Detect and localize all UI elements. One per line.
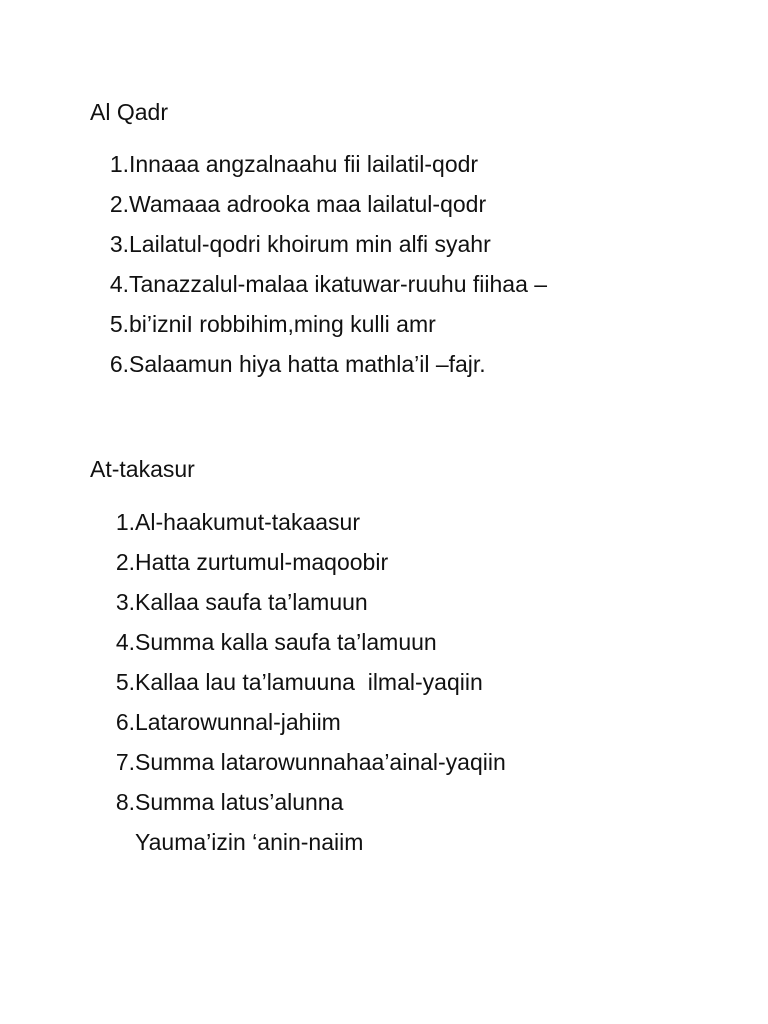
verse-text: Kallaa saufa ta’lamuun: [135, 589, 368, 615]
verse-text: Latarowunnal-jahiim: [135, 709, 341, 735]
verse-number: 6.: [115, 709, 135, 735]
verse-number: 6.: [109, 351, 129, 377]
verse-list-at-takasur: [104, 502, 506, 822]
verse-number: 2.: [109, 191, 129, 217]
verse-text: Salaamun hiya hatta mathla’il –fajr.: [129, 351, 486, 377]
verse-number: 1.: [109, 151, 129, 177]
verse-number: 5.: [115, 669, 135, 695]
verse-item: [104, 344, 547, 384]
verse-item: [104, 264, 547, 304]
verse-continuation: Yauma’izin ‘anin-naiim: [135, 829, 364, 855]
verse-item: [104, 742, 506, 782]
verse-number: 1.: [115, 509, 135, 535]
verse-item: [104, 224, 547, 264]
verse-number: 7.: [115, 749, 135, 775]
verse-text: Hatta zurtumul-maqoobir: [135, 549, 389, 575]
verse-number: 3.: [115, 589, 135, 615]
verse-text: bi’izniI robbihim,ming kulli amr: [129, 311, 436, 337]
verse-text: Tanazzalul-malaa ikatuwar-ruuhu fiihaa –: [129, 271, 548, 297]
verse-text: Innaaa angzalnaahu fii lailatil-qodr: [129, 151, 479, 177]
verse-item: [104, 144, 547, 184]
section-title-al-qadr: Al Qadr: [90, 99, 168, 125]
verse-item: [104, 702, 506, 742]
verse-number: 5.: [109, 311, 129, 337]
verse-item: [104, 782, 506, 822]
verse-item: [104, 502, 506, 542]
verse-list-al-qadr: [104, 144, 547, 384]
verse-text: Summa kalla saufa ta’lamuun: [135, 629, 437, 655]
verse-number: 8.: [115, 789, 135, 815]
verse-item: [104, 662, 506, 702]
verse-item: [104, 622, 506, 662]
verse-number: 3.: [109, 231, 129, 257]
verse-item: [104, 184, 547, 224]
verse-number: 4.: [109, 271, 129, 297]
verse-text: Summa latarowunnahaa’ainal-yaqiin: [135, 749, 506, 775]
verse-number: 4.: [115, 629, 135, 655]
section-title-at-takasur: At-takasur: [90, 456, 195, 482]
verse-text: Summa latus’alunna: [135, 789, 344, 815]
verse-item: [104, 304, 547, 344]
verse-text: Lailatul-qodri khoirum min alfi syahr: [129, 231, 491, 257]
verse-item: [104, 542, 506, 582]
verse-text: Al-haakumut-takaasur: [135, 509, 360, 535]
verse-item: [104, 582, 506, 622]
verse-text: Wamaaa adrooka maa lailatul-qodr: [129, 191, 487, 217]
verse-text: Kallaa lau ta’lamuuna ilmal-yaqiin: [135, 669, 483, 695]
verse-number: 2.: [115, 549, 135, 575]
